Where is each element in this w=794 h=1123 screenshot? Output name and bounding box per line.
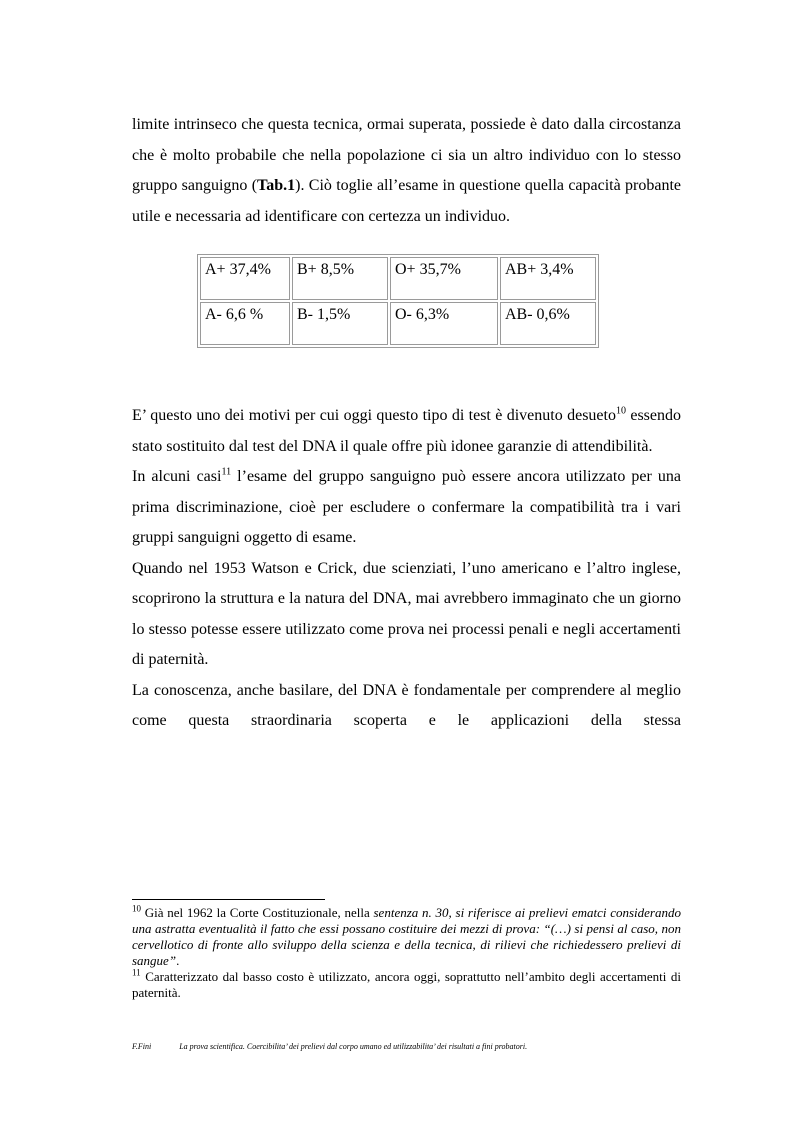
paragraph-text: limite intrinseco che questa tecnica, ormai superata, possiede è dato dalla circostanza che è molto probabile che nella popolazione ci sia un altro individuo con lo stesso gruppo sanguigno ( bbox=[132, 116, 681, 194]
paragraph-4: Quando nel 1953 Watson e Crick, due scienziati, l’uno americano e l’altro inglese, scoprirono la struttura e la natura del DNA, mai avrebbero immaginato che un giorno lo stesso potesse essere utilizzato come prova nei processi penali e negli accertamenti di paternità. bbox=[132, 559, 681, 668]
table-cell: AB- 0,6% bbox=[500, 302, 596, 345]
paragraph-5: La conoscenza, anche basilare, del DNA è fondamentale per comprendere al meglio come questa straordinaria scoperta e le applicazioni della stessa bbox=[132, 681, 681, 729]
paragraph-1 bbox=[132, 110, 681, 232]
footer-title: La prova scientifica. Coercibilita’ dei prelievi dal corpo umano ed utilizzabilita’ dei risultati a fini probatori. bbox=[179, 1042, 528, 1051]
footnote-number: 11 bbox=[132, 967, 141, 978]
footnote-divider bbox=[132, 899, 325, 900]
table-cell: O+ 35,7% bbox=[390, 257, 498, 300]
footnote-number: 10 bbox=[132, 903, 141, 914]
footnote-text: Già nel 1962 la Corte Costituzionale, nella bbox=[141, 905, 374, 920]
paragraph-text: In alcuni casi bbox=[132, 468, 222, 485]
footnotes bbox=[132, 905, 681, 1001]
paragraph-text: E’ questo uno dei motivi per cui oggi questo tipo di test è divenuto desueto bbox=[132, 407, 616, 424]
paragraph-3 bbox=[132, 462, 681, 554]
paragraph-text: ). Ciò toglie all’esame in questione quella capacità probante utile e necessaria ad identificare con certezza un individuo. bbox=[132, 177, 681, 225]
footnote-ref[interactable]: 11 bbox=[221, 466, 232, 478]
table-reference: Tab.1 bbox=[257, 177, 296, 194]
footnote-11 bbox=[132, 969, 681, 1001]
table-cell: A+ 37,4% bbox=[200, 257, 290, 300]
table-cell: AB+ 3,4% bbox=[500, 257, 596, 300]
table-cell: B- 1,5% bbox=[292, 302, 388, 345]
blood-group-table bbox=[197, 254, 599, 348]
table-cell: A- 6,6 % bbox=[200, 302, 290, 345]
table-cell: B+ 8,5% bbox=[292, 257, 388, 300]
footer-author: F.Fini bbox=[132, 1042, 152, 1051]
footnote-text: Caratterizzato dal basso costo è utilizzato, ancora oggi, soprattutto nell’ambito degli accertamenti di paternità. bbox=[132, 969, 681, 1000]
table-cell: O- 6,3% bbox=[390, 302, 498, 345]
paragraph-text: l’esame del gruppo sanguigno può essere ancora utilizzato per una prima discriminazione, cioè per escludere o confermare la compatibilità tra i vari gruppi sanguigni oggetto di esame. bbox=[132, 468, 682, 546]
page-body bbox=[132, 110, 681, 737]
paragraph-2 bbox=[132, 401, 681, 462]
paragraph-text: essendo stato sostituito dal test del DNA il quale offre più idonee garanzie di attendibilità. bbox=[132, 407, 682, 455]
table-row bbox=[200, 302, 596, 345]
footnote-10 bbox=[132, 905, 681, 969]
footnote-quote: sentenza n. 30, si riferisce ai prelievi ematci considerando una astratta eventualità il fatto che essi possano costituire dei mezzi di prova: “(…) si pensi al caso, non cervellotico di fronte allo sviluppo della scienza e della tecnica, di rilievi che richiedessero prelievi di sangue” bbox=[132, 905, 681, 968]
footnote-text: . bbox=[176, 953, 180, 968]
footnote-ref[interactable]: 10 bbox=[615, 405, 626, 417]
page-footer bbox=[132, 1042, 527, 1051]
table-row bbox=[200, 257, 596, 300]
